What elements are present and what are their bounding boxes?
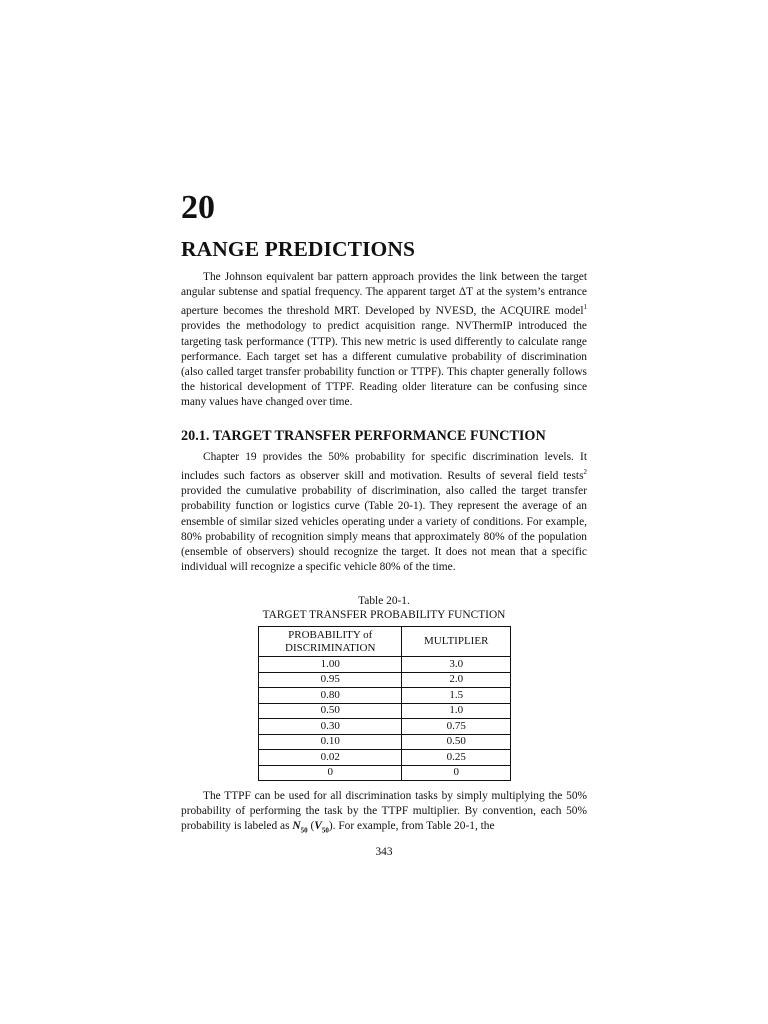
page-number: 343 (375, 846, 393, 858)
n50-symbol: N (292, 820, 301, 833)
table-row (259, 657, 511, 673)
header-probability (259, 627, 402, 657)
section-text-part2: provided the cumulative probability of discrimination, also called the target transfer probability function or logistics curve (Table 20-1). They represent the average of an ensemble of similar sized vehicles operating under a variety of conditions. For example, 80% probability of recognition simply means that approximately 80% of the population (ensemble of observers) should recognize the target. It does not mean that a specific individual will recognize a specific vehicle 80% of the time. (181, 485, 587, 574)
table-title: TARGET TRANSFER PROBABILITY FUNCTION (262, 609, 506, 621)
table-row (259, 750, 511, 766)
chapter-number: 20 (181, 189, 215, 226)
n50-subscript: 50 (300, 826, 308, 835)
cell-probability: 0.50 (259, 703, 402, 719)
closing-text-part1: The TTPF can be used for all discrimination tasks by simply multiplying the 50% probability of performing the task by the TTPF multiplier. By convention, each 50% probability is labeled as (181, 790, 587, 833)
closing-paren-open: ( (307, 820, 315, 833)
table-label: Table 20-1. (358, 595, 410, 607)
cell-multiplier: 0 (402, 765, 511, 781)
cell-multiplier: 1.5 (402, 688, 511, 704)
cell-probability: 1.00 (259, 657, 402, 673)
cell-multiplier: 2.0 (402, 672, 511, 688)
cell-probability: 0.95 (259, 672, 402, 688)
table-row (259, 703, 511, 719)
v50-symbol: V (314, 820, 322, 833)
v50-subscript: 50 (321, 826, 329, 835)
section-heading: 20.1. TARGET TRANSFER PERFORMANCE FUNCTION (181, 428, 546, 444)
cell-probability: 0.30 (259, 719, 402, 735)
section-text-part1: Chapter 19 provides the 50% probability for specific discrimination levels. It includes such factors as observer skill and motivation. Results of several field tests (181, 451, 587, 482)
table-row (259, 734, 511, 750)
section-paragraph (181, 450, 587, 575)
cell-multiplier: 1.0 (402, 703, 511, 719)
table-row (259, 765, 511, 781)
cell-probability: 0 (259, 765, 402, 781)
cell-multiplier: 0.25 (402, 750, 511, 766)
intro-paragraph (181, 270, 587, 411)
cell-multiplier: 3.0 (402, 657, 511, 673)
table-row (259, 672, 511, 688)
ttpf-table (258, 626, 511, 781)
cell-probability: 0.80 (259, 688, 402, 704)
cell-probability: 0.02 (259, 750, 402, 766)
header-probability-line1: PROBABILITY of (288, 628, 373, 641)
closing-paragraph (181, 789, 587, 839)
cell-multiplier: 0.50 (402, 734, 511, 750)
chapter-title: RANGE PREDICTIONS (181, 237, 416, 261)
closing-text-part2: ). For example, from Table 20-1, the (328, 820, 495, 833)
table-header-row (259, 627, 511, 657)
footnote-ref-1: 1 (583, 303, 587, 312)
header-multiplier: MULTIPLIER (402, 627, 511, 657)
cell-multiplier: 0.75 (402, 719, 511, 735)
document-page (181, 0, 587, 1024)
header-probability-line2: DISCRIMINATION (285, 641, 376, 654)
table-row (259, 719, 511, 735)
table-row (259, 688, 511, 704)
intro-text-part1: The Johnson equivalent bar pattern approach provides the link between the target angular subtense and spatial frequency. The apparent target ΔT at the system’s entrance aperture becomes the threshold MRT. Developed by NVESD, the ACQUIRE model (181, 271, 587, 318)
cell-probability: 0.10 (259, 734, 402, 750)
intro-text-part2: provides the methodology to predict acquisition range. NVThermIP introduced the targeting task performance (TTP). This new metric is used differently to calculate range performance. Each target set has a different cumulative probability of discrimination (also called target transfer probability function or TTPF). This chapter generally follows the historical development of TTPF. Reading older literature can be confusing since many values have changed over time. (181, 320, 587, 409)
footnote-ref-2: 2 (583, 468, 587, 477)
